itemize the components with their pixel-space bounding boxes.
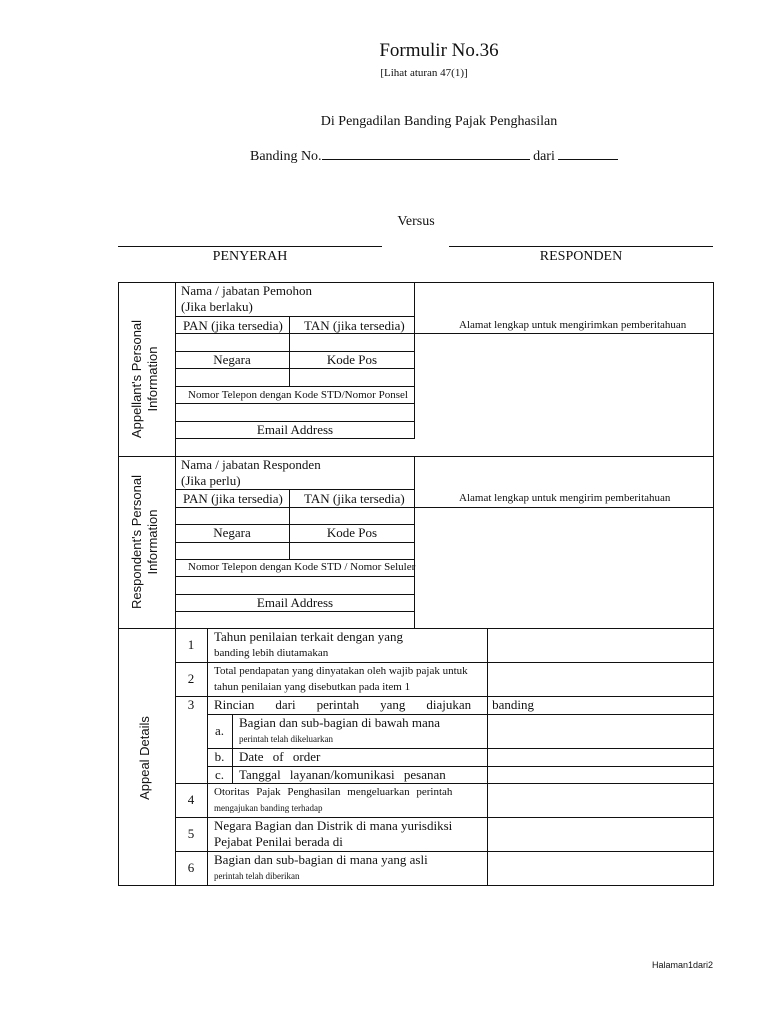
versus-label: Versus xyxy=(397,214,435,229)
item-number: 3 xyxy=(187,697,195,712)
answer-field-subitem-c[interactable] xyxy=(488,767,713,783)
row-divider xyxy=(175,368,415,369)
form-title: Formulir No.36 xyxy=(379,40,499,61)
item-number: 1 xyxy=(187,637,195,652)
item-number: 2 xyxy=(187,671,195,686)
court-name: Di Pengadilan Banding Pajak Penghasilan xyxy=(320,114,558,129)
respondent-tan-label: TAN (jika tersedia) xyxy=(304,491,405,506)
item-number: 6 xyxy=(187,860,195,875)
respondent-side-title: Respondent's Personal Information xyxy=(129,475,160,610)
row-divider xyxy=(175,507,714,508)
respondent-address-label: Alamat lengkap untuk mengirim pemberitahuan xyxy=(459,492,671,504)
respondent-email-label: Email Address xyxy=(256,595,334,610)
row-divider xyxy=(175,438,415,439)
item-1-label: Tahun penilaian terkait dengan yang banding lebih diutamakan xyxy=(214,629,403,659)
answer-field-item-2[interactable] xyxy=(488,663,713,696)
row-divider xyxy=(175,542,415,543)
item-5-label: Negara Bagian dan Distrik di mana yurisdiksi Pejabat Penilai berada di xyxy=(214,818,453,849)
row-divider xyxy=(175,403,415,404)
row-divider xyxy=(175,316,415,317)
subitem-letter: c. xyxy=(214,767,225,782)
item-4-label: Otoritas Pajak Penghasilan mengeluarkan perintah mengajukan banding terhadap xyxy=(214,786,453,813)
table-border-right xyxy=(713,282,714,885)
subitem-c-label: Tanggal layanan/komunikasi pesanan xyxy=(239,767,446,782)
respondent-pan-label: PAN (jika tersedia) xyxy=(183,491,283,506)
appellant-name-label: Nama / jabatan Pemohon (Jika berlaku) xyxy=(181,283,313,314)
appellant-side-title: Appellant's Personal Information xyxy=(129,319,160,439)
subitem-letter: a. xyxy=(214,723,225,738)
item-6-label: Bagian dan sub-bagian di mana yang asli perintah telah diberikan xyxy=(214,852,428,881)
appellant-phone-label: Nomor Telepon dengan Kode STD/Nomor Ponsel xyxy=(188,389,408,401)
row-divider xyxy=(175,576,415,577)
respondent-name-label: Nama / jabatan Responden (Jika perlu) xyxy=(181,457,321,488)
item-number: 4 xyxy=(187,792,195,807)
appellant-postcode-label: Kode Pos xyxy=(326,352,378,367)
item-2-label: Total pendapatan yang dinyatakan oleh wajib pajak untuk tahun penilaian yang disebutkan pada item 1 xyxy=(214,665,468,693)
appellant-name-line[interactable] xyxy=(118,246,382,247)
from-label: dari xyxy=(533,149,555,164)
row-divider xyxy=(175,611,415,612)
table-border-bottom xyxy=(118,885,714,886)
appellant-pan-label: PAN (jika tersedia) xyxy=(183,318,283,333)
table-border-left xyxy=(118,282,119,885)
respondent-country-label: Negara xyxy=(213,525,251,540)
appellant-country-label: Negara xyxy=(213,352,251,367)
rule-reference: [Lihat aturan 47(1)] xyxy=(380,67,468,79)
subitem-letter: b. xyxy=(214,749,225,764)
subitem-a-label: Bagian dan sub-bagian di bawah mana perintah telah dikeluarkan xyxy=(239,715,441,744)
answer-field-item-1[interactable] xyxy=(488,629,713,662)
respondent-name-line[interactable] xyxy=(449,246,713,247)
answer-field-subitem-a[interactable] xyxy=(488,715,713,748)
item-number: 5 xyxy=(187,826,195,841)
page-number: Halaman1dari2 xyxy=(651,960,713,970)
respondent-postcode-label: Kode Pos xyxy=(326,525,378,540)
appeal-side-title: Appeal Details xyxy=(137,716,152,800)
appeal-number-line xyxy=(250,147,618,165)
answer-field-item-6[interactable] xyxy=(488,852,713,885)
appeal-number-label: Banding No. xyxy=(250,149,322,164)
answer-field-subitem-b[interactable] xyxy=(488,749,713,766)
subitem-b-label: Date of order xyxy=(239,749,321,764)
appeal-number-blank[interactable] xyxy=(322,147,530,160)
appellant-address-label: Alamat lengkap untuk mengirimkan pemberitahuan xyxy=(459,319,687,331)
item-3-label: Rincian dari perintah yang diajukan banding xyxy=(214,697,534,712)
appellant-tan-label: TAN (jika tersedia) xyxy=(304,318,405,333)
appellant-email-label: Email Address xyxy=(256,422,334,437)
respondent-phone-label: Nomor Telepon dengan Kode STD / Nomor Seluler xyxy=(188,561,416,573)
appellant-label: PENYERAH xyxy=(212,249,288,264)
respondent-label: RESPONDEN xyxy=(539,249,623,264)
answer-field-item-4[interactable] xyxy=(488,784,713,817)
row-divider xyxy=(175,489,415,490)
answer-field-item-5[interactable] xyxy=(488,818,713,851)
from-blank[interactable] xyxy=(558,147,618,160)
